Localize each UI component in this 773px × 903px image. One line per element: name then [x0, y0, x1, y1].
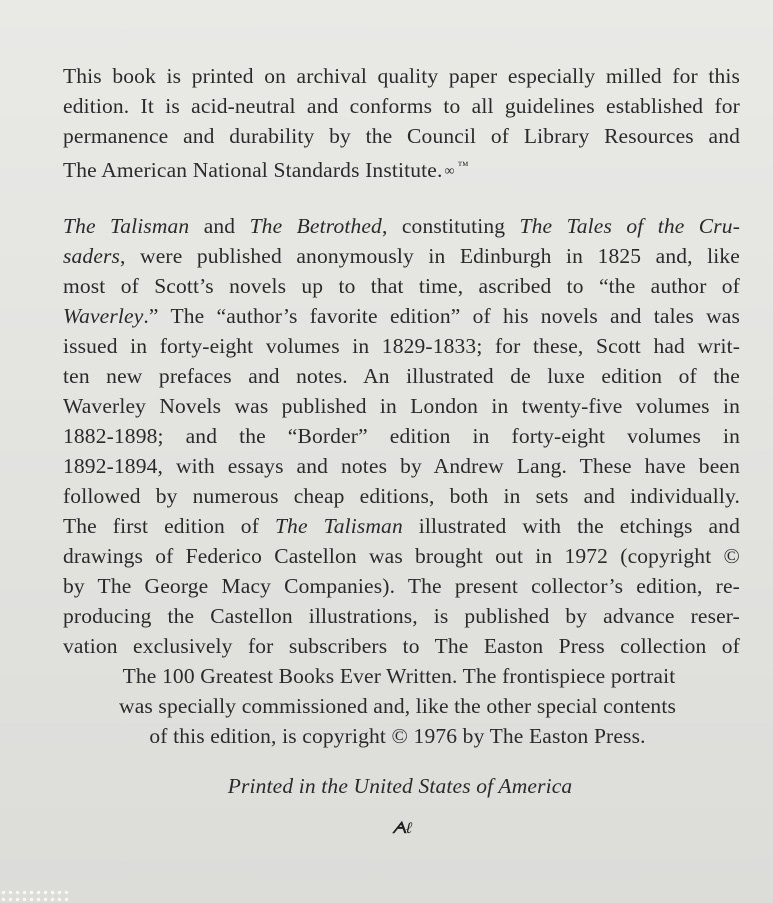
notice-line: edition. It is acid-neutral and conforms to all guidelines established for: [63, 94, 740, 118]
page-edge-perforation: [0, 889, 70, 903]
italic-title-text: The Tales of the Cru-: [519, 214, 741, 238]
body-text: most of Scott’s novels up to that time, ascribed to “the author of: [63, 274, 740, 298]
italic-title-text: Waverley: [63, 304, 144, 328]
history-line: [63, 331, 740, 361]
body-text: and: [189, 214, 250, 238]
imprint-line: Printed in the United States of America: [227, 774, 573, 798]
body-text: , were published anonymously in Edinburgh in 1825 and, like: [120, 244, 740, 268]
body-text: drawings of Federico Castellon was brought out in 1972 (copyright ©: [63, 544, 740, 568]
body-text: The 100 Greatest Books Ever Written. The frontispiece portrait: [122, 664, 676, 688]
body-text: , constituting: [381, 214, 520, 238]
printer-mark-icon: ᗅℓ: [391, 818, 413, 837]
history-line: [63, 301, 740, 331]
body-text: by The George Macy Companies). The present collector’s edition, re-: [63, 574, 740, 598]
history-line: [63, 511, 740, 541]
body-text: producing the Castellon illustrations, is published by advance reser-: [63, 604, 740, 628]
history-line: [63, 391, 740, 421]
italic-title-text: saders: [63, 244, 121, 268]
notice-line: This book is printed on archival quality paper especially milled for this: [63, 64, 740, 88]
history-line: [63, 211, 740, 241]
body-text: .” The “author’s favorite edition” of his novels and tales was: [143, 304, 740, 328]
body-text: The first edition of: [63, 514, 275, 538]
italic-title-text: The Talisman: [274, 514, 403, 538]
body-text: 1892-1894, with essays and notes by Andrew Lang. These have been: [63, 454, 740, 478]
body-text: of this edition, is copyright © 1976 by The Easton Press.: [149, 724, 646, 748]
body-text: illustrated with the etchings and: [402, 514, 740, 538]
body-text: Waverley Novels was published in London in twenty-five volumes in: [63, 394, 740, 418]
body-text: followed by numerous cheap editions, both in sets and individually.: [63, 484, 740, 508]
trademark-symbol: ™: [457, 160, 469, 172]
history-line: [63, 241, 740, 271]
italic-title-text: The Talisman: [63, 214, 190, 238]
italic-title-text: The Betrothed: [249, 214, 382, 238]
history-line: [78, 661, 720, 691]
notice-line-last: [63, 151, 469, 187]
notice-line: The American National Standards Institute.: [63, 158, 443, 182]
history-line: [63, 571, 740, 601]
body-text: issued in forty-eight volumes in 1829-1833; for these, Scott had writ-: [63, 334, 740, 358]
history-line: [63, 361, 740, 391]
history-line: [63, 421, 740, 451]
history-line: [63, 271, 740, 301]
history-line: [63, 451, 740, 481]
history-line: [63, 541, 740, 571]
notice-line: permanence and durability by the Council of Library Resources and: [63, 124, 740, 148]
history-line: [63, 601, 740, 631]
history-line: [63, 631, 740, 661]
body-text: was specially commissioned and, like the other special contents: [119, 694, 676, 718]
body-text: 1882-1898; and the “Border” edition in forty-eight volumes in: [63, 424, 740, 448]
infinity-symbol-icon: ∞: [444, 164, 455, 179]
body-text: vation exclusively for subscribers to The Easton Press collection of: [63, 634, 740, 658]
history-line: [63, 481, 740, 511]
history-line: [80, 691, 715, 721]
history-line: [110, 721, 685, 751]
body-text: ten new prefaces and notes. An illustrated de luxe edition of the: [63, 364, 740, 388]
